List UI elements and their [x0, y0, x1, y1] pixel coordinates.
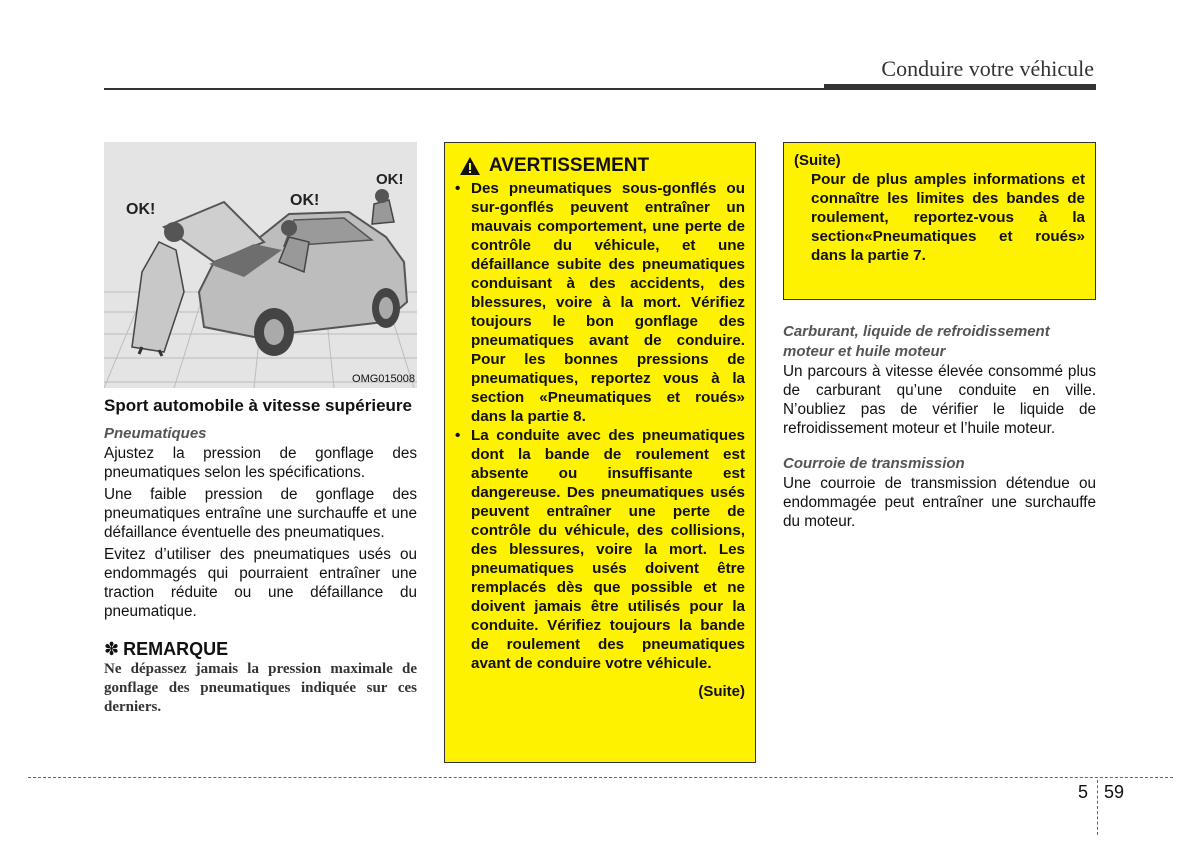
- subsection-title: Courroie de transmission: [783, 455, 965, 472]
- subsection-title: Pneumatiques: [104, 425, 207, 442]
- warning-title: AVERTISSEMENT: [489, 155, 650, 176]
- footer-divider: [28, 777, 1173, 778]
- warning-triangle-icon: [459, 156, 481, 176]
- car-inspection-illustration: [104, 142, 417, 388]
- ok-label-left: OK!: [126, 201, 156, 218]
- right-column: [783, 142, 1096, 534]
- warning-heading: [459, 155, 745, 177]
- bullet: •: [455, 180, 461, 197]
- footer-vertical-divider: [1097, 780, 1098, 835]
- running-header-title: Conduire votre véhicule: [881, 56, 1094, 81]
- chapter-number: 5: [1078, 782, 1089, 802]
- warning-item: [455, 179, 745, 426]
- image-code: OMG015008: [352, 373, 415, 385]
- paragraph: Une courroie de transmission détendue ou endommagée peut entraîner une surchauffe du moteur.: [783, 475, 1096, 530]
- subsection-title: Carburant, liquide de refroidissement moteur et huile moteur: [783, 323, 1050, 360]
- remark-text: Ne dépassez jamais la pression maximale de gonflage des pneumatiques indiquée sur ces derniers.: [104, 661, 417, 715]
- warning-box: [444, 142, 756, 763]
- paragraph: Ajustez la pression de gonflage des pneumatiques selon les spécifications.: [104, 445, 417, 481]
- asterisk-icon: ✽: [104, 639, 120, 659]
- ok-label-middle: OK!: [290, 192, 320, 209]
- header-rule: [104, 88, 1096, 90]
- bullet: •: [455, 427, 461, 444]
- page-number: 59: [1104, 782, 1125, 802]
- continued-text: Pour de plus amples informations et connaître les limites des bandes de roulement, reportez-vous à la section«Pneumatiques et roués» dans la partie 7.: [811, 171, 1085, 264]
- remark-heading: [104, 639, 417, 660]
- continued-label: (Suite): [698, 683, 745, 700]
- car-illustration-svg: [104, 142, 417, 388]
- warning-list: [455, 179, 745, 673]
- paragraph: Une faible pression de gonflage des pneumatiques entraîne une surchauffe et une défaillance éventuelle des pneumatiques.: [104, 486, 417, 541]
- middle-column: [444, 142, 756, 763]
- warning-item-text: Des pneumatiques sous-gonflés ou sur-gonflés peuvent entraîner un mauvais comportement, une perte de contrôle du véhicule, et une défaillance subite des pneumatiques conduisant à des accidents, des blessures, voire à la mort. Vérifiez toujours le bon gonflage des pneumatiques avant de conduire. Pour les bonnes pressions de pneumatiques, reportez vous à la section «Pneumatiques et roués» dans la partie 8.: [471, 180, 745, 425]
- continued-heading: (Suite): [794, 152, 841, 169]
- left-column: [104, 142, 417, 717]
- paragraph: Evitez d’utiliser des pneumatiques usés ou endommagés qui pourraient entraîner une traction réduite ou une défaillance du pneumatique.: [104, 546, 417, 620]
- warning-item: [455, 426, 745, 673]
- ok-label-right: OK!: [376, 171, 404, 188]
- section-title: Sport automobile à vitesse supérieure: [104, 396, 412, 415]
- paragraph: Un parcours à vitesse élevée consommé plus de carburant qu’une conduite en ville. N’oubliez pas de vérifier le liquide de refroidissement moteur et l’huile moteur.: [783, 363, 1096, 437]
- warning-item-text: La conduite avec des pneumatiques dont la bande de roulement est absente ou insuffisante est dangereuse. Des pneumatiques usés peuvent entraîner une perte de contrôle du véhicule, des collisions, des blessures, voire la mort. Les pneumatiques usés doivent être remplacés dès que possible et ne doivent jamais être utilisés pour la conduite. Vérifiez toujours la bande de roulement des pneumatiques avant de conduire votre véhicule.: [471, 427, 745, 672]
- remark-title: REMARQUE: [123, 639, 229, 659]
- continued-warning-box: [783, 142, 1096, 300]
